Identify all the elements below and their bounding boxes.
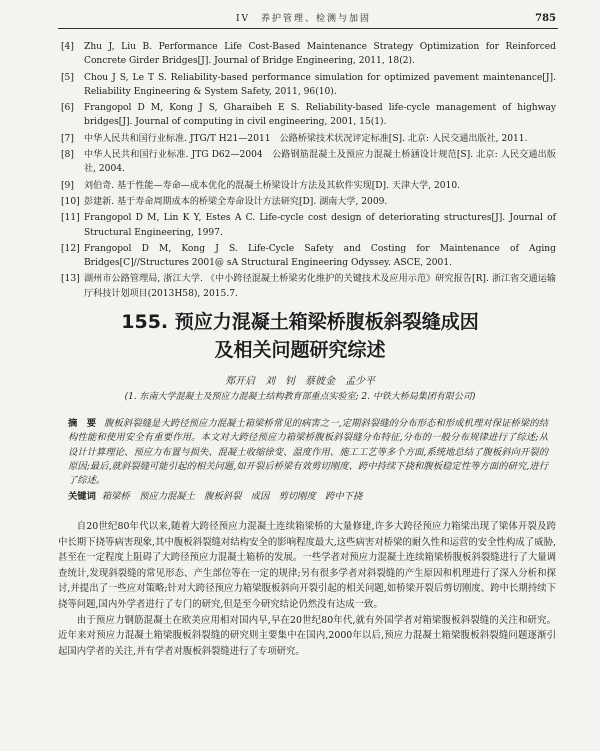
- reference-number: [13]: [61, 274, 80, 285]
- abstract-label: 摘 要: [68, 418, 97, 429]
- reference-number: [7]: [61, 133, 74, 144]
- reference-text: 中华人民共和国行业标准. JTG D62—2004 公路钢筋混凝土及预应力混凝土桥涵设计规范[S]. 北京: 人民交通出版社, 2004.: [84, 150, 556, 175]
- reference-item: [58, 101, 556, 130]
- author-list: 郑开启 刘 钊 蔡彼金 孟少平: [225, 376, 375, 387]
- abstract: [68, 417, 548, 488]
- reference-text: Frangopol D M, Kong J S, Gharaibeh E S. Reliability-based life-cycle management of highway bridges[J]. Journal of computing in civil engineering, 2001, 15(1).: [84, 103, 556, 128]
- article-title: [0, 308, 600, 364]
- reference-item: [58, 40, 556, 69]
- body-paragraph: 自20世纪80年代以来,随着大跨径预应力混凝土连续箱梁桥的大量修建,许多大跨径预应力箱梁出现了梁体开裂及跨中长期下挠等病害现象,其中腹板斜裂缝对结构安全的影响程度最大,这些病害对桥梁的耐久性和运营的安全性构成了威胁,甚至在一定程度上阻碍了大跨径预应力混凝土箱桥的发展。一些学者对预应力混凝土连续箱梁桥腹板斜裂缝进行了大量调查统计,发现斜裂缝的常见形态、产生部位等在一定的规律;另有很多学者对斜裂缝的产生原因和机理进行了深入分析和探讨,并提出了一些应对策略;针对大跨径预应力箱梁腹板斜向开裂引起的相关问题,如桥梁开裂后剪切刚度、跨中长期持续下挠等问题,国内外学者进行了专门的研究,但是至今研究结论仍然没有达成一致。: [58, 521, 556, 610]
- reference-text: Chou J S, Le T S. Reliability-based performance simulation for optimized pavement maintenance[J]. Reliability Engineering & System Safety, 2011, 96(10).: [84, 72, 556, 97]
- reference-item: [58, 211, 556, 240]
- reference-number: [9]: [61, 180, 74, 191]
- reference-text: 彭建新. 基于寿命周期成本的桥梁全寿命设计方法研究[D]. 湖南大学, 2009.: [84, 196, 388, 207]
- reference-number: [6]: [61, 103, 74, 114]
- page-number: 785: [535, 13, 556, 24]
- reference-list: [58, 40, 556, 303]
- reference-text: 刘伯奇. 基于性能—寿命—成本优化的混凝土桥梁设计方法及其软件实现[D]. 天津大学, 2010.: [84, 180, 461, 191]
- article-title-line2: 及相关问题研究综述: [214, 339, 386, 361]
- reference-item: [58, 132, 556, 146]
- article-title-line1: 155. 预应力混凝土箱梁桥腹板斜裂缝成因: [121, 311, 479, 333]
- keywords: [68, 490, 548, 504]
- reference-text: 湖州市公路管理局, 浙江大学. 《中小跨径混凝土桥梁劣化维护的关键技术及应用示范》研究报告[R]. 浙江省交通运输厅科技计划项目(2013H58), 2015.7.: [84, 274, 556, 299]
- affiliation: (1. 东南大学混凝土及预应力混凝土结构教育部重点实验室; 2. 中铁大桥局集团有限公司): [124, 392, 476, 402]
- keywords-text: 箱梁桥 预应力混凝土 腹板斜裂 成因 剪切刚度 跨中下挠: [101, 491, 363, 502]
- reference-number: [8]: [61, 150, 74, 161]
- reference-item: [58, 242, 556, 271]
- header-rule: [58, 28, 558, 29]
- reference-number: [12]: [61, 243, 80, 254]
- reference-item: [58, 148, 556, 177]
- reference-number: [11]: [61, 213, 80, 224]
- reference-number: [10]: [61, 196, 80, 207]
- reference-number: [4]: [61, 42, 74, 52]
- reference-text: Frangopol D M, Lin K Y, Estes A C. Life-cycle cost design of deteriorating structures[J]. Journal of Structural Engineering, 1997.: [84, 213, 556, 238]
- reference-text: Zhu J, Liu B. Performance Life Cost-Based Maintenance Strategy Optimization for Reinforced Concrete Girder Bridges[J]. Journal of Bridge Engineering, 2011, 18(2).: [84, 42, 556, 67]
- keywords-label: 关键词: [68, 491, 96, 502]
- reference-item: [58, 71, 556, 100]
- reference-number: [5]: [61, 72, 74, 83]
- body-paragraph: 由于预应力钢筋混凝土在欧美应用相对国内早,早在20世纪80年代,就有外国学者对箱梁腹板斜裂缝的关注和研究。近年来对预应力混凝土箱梁腹板斜裂缝的研究则主要集中在国内,2000年以后,预应力混凝土箱梁腹板斜裂缝问题逐渐引起国内学者的关注,并有学者对腹板斜裂缝进行了专项研究。: [58, 614, 556, 657]
- reference-text: 中华人民共和国行业标准. JTG/T H21—2011 公路桥梁技术状况评定标准[S]. 北京: 人民交通出版社, 2011.: [84, 133, 528, 144]
- abstract-text: 腹板斜裂缝是大跨径预应力混凝土箱梁桥常见的病害之一,定期斜裂缝的分布形态和形成机理对保证桥梁的结构性能和使用安全有重要作用。本文对大跨径预应力箱梁桥腹板斜裂缝分布特征,分布的一般分布规律进行了综述;从设计计算理论、预应力布置与损失、混凝土收缩徐变、温度作用、施工工艺等多个方面,系统地总结了腹板斜向开裂的原因;最后,就斜裂缝可能引起的相关问题,如开裂后桥梁有效剪切刚度、跨中持续下挠和腹板稳定性等方面的研究,进行了综述。: [68, 418, 548, 487]
- reference-item: [58, 272, 556, 301]
- reference-item: [58, 195, 556, 209]
- running-head: [60, 12, 556, 26]
- running-head-section: IV 养护管理、检测与加固: [236, 14, 372, 24]
- reference-text: Frangopol D M, Kong J S. Life-Cycle Safety and Costing for Maintenance of Aging Bridges[C]//Structures 2001@ sA Structural Engineering Odyssey. ASCE, 2001.: [84, 243, 556, 269]
- reference-item: [58, 179, 556, 193]
- body-text: [58, 519, 556, 659]
